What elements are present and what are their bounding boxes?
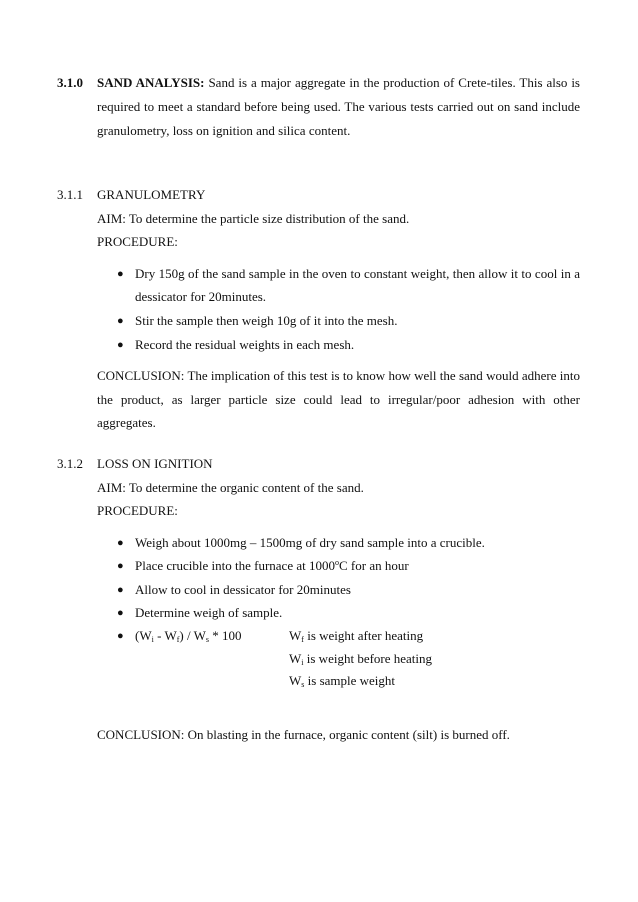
def-symbol: W [289,673,302,688]
ignition-step-2-text-end: C for an hour [338,558,409,573]
loss-on-ignition-conclusion: CONCLUSION: On blasting in the furnace, organic content (silt) is burned off. [97,727,510,742]
loss-on-ignition-heading: LOSS ON IGNITION [97,456,213,471]
granulometry-conclusion-line-2: the product, as larger particle size could lead to irregular/poor adhesion with other [97,392,580,407]
ignition-step-3: Allow to cool in dessicator for 20minutes [135,582,351,597]
granulometry-step-2: Stir the sample then weigh 10g of it into the mesh. [135,313,398,328]
sand-analysis-line-3: granulometry, loss on ignition and silica content. [97,123,351,138]
section-number-3-1-0: 3.1.0 [57,75,83,90]
def-sub: s [301,680,305,689]
def-sub: i [301,658,304,667]
ignition-formula [135,628,242,644]
bullet-icon: ● [117,315,124,327]
loss-on-ignition-procedure-label: PROCEDURE: [97,503,178,518]
degree-sup: o [334,558,339,567]
definition-ws [289,673,395,689]
granulometry-heading: GRANULOMETRY [97,187,206,202]
def-text: is weight before heating [303,651,433,666]
sand-analysis-line-1-text: Sand is a major aggregate in the production of Crete-tiles. This also is [208,75,580,90]
granulometry-procedure-label: PROCEDURE: [97,234,178,249]
granulometry-conclusion-line-1: CONCLUSION: The implication of this test is to know how well the sand would adhere into [97,368,580,383]
granulometry-step-1-line-1: Dry 150g of the sand sample in the oven to constant weight, then allow it to cool in a [135,266,580,281]
bullet-icon: ● [117,584,124,596]
def-text: is weight after heating [303,628,424,643]
ignition-step-4: Determine weigh of sample. [135,605,283,620]
bullet-icon: ● [117,560,124,572]
bullet-icon: ● [117,537,124,549]
section-number-3-1-1: 3.1.1 [57,187,83,202]
formula-part: * 100 [209,628,242,643]
definition-wi [289,651,432,667]
def-text: is sample weight [304,673,396,688]
formula-part: - W [153,628,177,643]
section-number-3-1-2: 3.1.2 [57,456,83,471]
loss-on-ignition-aim: AIM: To determine the organic content of the sand. [97,480,364,495]
formula-sub: i [151,635,154,644]
bullet-icon: ● [117,339,124,351]
formula-part: (W [135,628,152,643]
formula-sub: s [205,635,209,644]
definition-wf [289,628,423,644]
ignition-step-1: Weigh about 1000mg – 1500mg of dry sand sample into a crucible. [135,535,485,550]
def-symbol: W [289,651,302,666]
granulometry-step-1-line-2: dessicator for 20minutes. [135,289,267,304]
sand-analysis-line-1 [97,75,580,91]
def-symbol: W [289,628,302,643]
def-sub: f [301,635,304,644]
ignition-step-2 [135,558,409,574]
sand-analysis-line-2: required to meet a standard before being used. The various tests carried out on sand include [97,99,580,114]
granulometry-conclusion-line-3: aggregates. [97,415,156,430]
bullet-icon: ● [117,630,124,642]
granulometry-aim: AIM: To determine the particle size distribution of the sand. [97,211,410,226]
ignition-step-2-text: Place crucible into the furnace at 1000 [135,558,335,573]
bullet-icon: ● [117,268,124,280]
granulometry-step-3: Record the residual weights in each mesh. [135,337,355,352]
formula-part: ) / W [179,628,206,643]
sand-analysis-heading: SAND ANALYSIS: [97,75,205,90]
bullet-icon: ● [117,607,124,619]
formula-sub: f [176,635,180,644]
